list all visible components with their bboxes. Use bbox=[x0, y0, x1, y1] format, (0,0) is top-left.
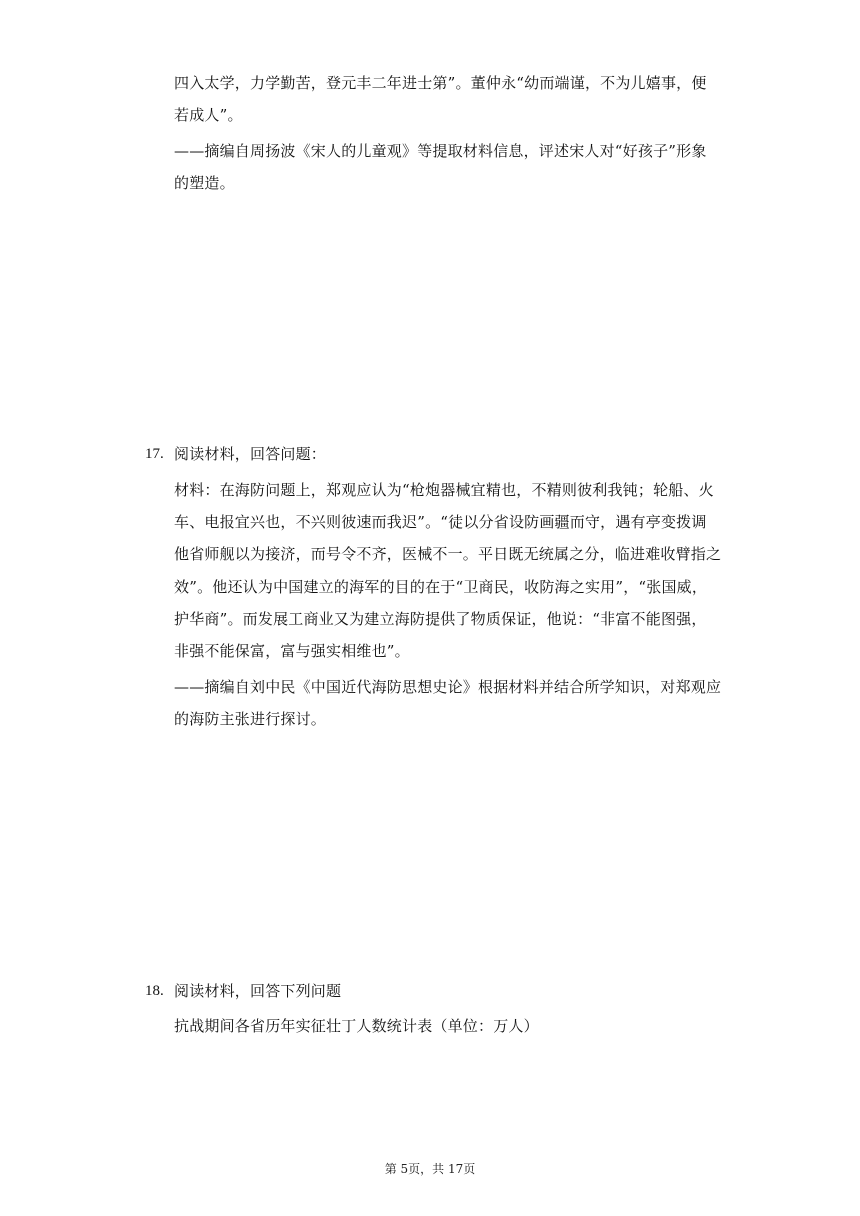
q17-number: 17. bbox=[145, 446, 164, 462]
q17-line-2: 车、电报宜兴也，不兴则彼速而我迟”。“徒以分省设防画疆而守，遇有亭变拨调 bbox=[174, 513, 707, 531]
q17-prompt: 阅读材料，回答问题： bbox=[174, 445, 327, 463]
q17-line-1: 材料：在海防问题上，郑观应认为“枪炮器械宜精也，不精则彼利我钝；轮船、火 bbox=[174, 481, 714, 499]
q18-number: 18. bbox=[145, 983, 164, 999]
q17-line-8: 的海防主张进行探讨。 bbox=[174, 710, 327, 728]
page-footer: 第 5页，共 17页 bbox=[384, 1162, 476, 1176]
q17-line-3: 他省师舰以为接济，而号令不齐，医械不一。平日既无统属之分，临进难收臂指之 bbox=[174, 545, 722, 563]
q16-source-line: ——摘编自周扬波《宋人的儿童观》等提取材料信息，评述宋人对“好孩子”形象 bbox=[174, 142, 707, 160]
q18-prompt: 阅读材料，回答下列问题 bbox=[174, 982, 342, 1000]
q18-table-caption: 抗战期间各省历年实征壮丁人数统计表（单位：万人） bbox=[174, 1017, 539, 1035]
q17-line-6: 非强不能保富，富与强实相维也”。 bbox=[174, 642, 410, 660]
q16-line-4: 的塑造。 bbox=[174, 174, 235, 192]
q17-line-4: 效”。他还认为中国建立的海军的目的在于“卫商民，收防海之实用”，“张国威， bbox=[174, 578, 708, 596]
q17-line-5: 护华商”。而发展工商业又为建立海防提供了物质保证，他说：“非富不能图强， bbox=[174, 610, 707, 628]
q16-line-2: 若成人”。 bbox=[174, 106, 243, 124]
q16-line-1: 四入太学，力学勤苦，登元丰二年进士第”。董仲永“幼而端谨，不为儿嬉事，便 bbox=[174, 74, 707, 92]
q17-source-line: ——摘编自刘中民《中国近代海防思想史论》根据材料并结合所学知识，对郑观应 bbox=[174, 678, 722, 696]
